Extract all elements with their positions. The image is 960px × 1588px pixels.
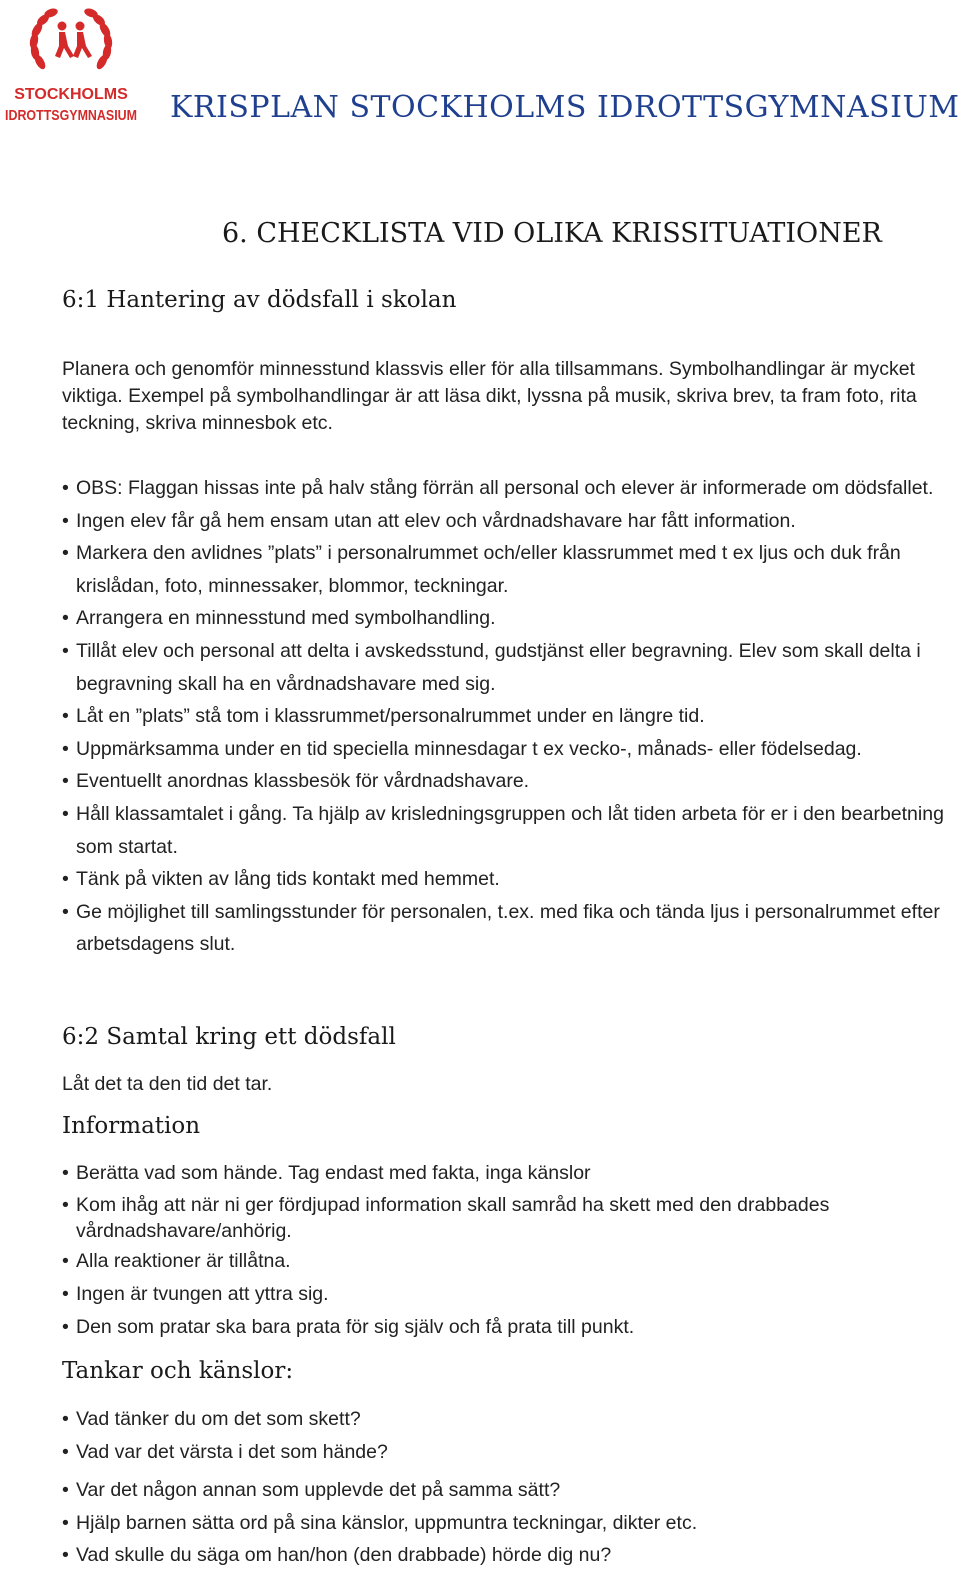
list-item: • Håll klassamtalet i gång. Ta hjälp av krisledningsgruppen och låt tiden arbeta för er i den bearbetning som startat. xyxy=(62,798,954,863)
list-item: • OBS: Flaggan hissas inte på halv stång förrän all personal och elever är informerade om dödsfallet. xyxy=(62,472,954,505)
laurel-right-icon xyxy=(83,7,113,71)
thoughts-feelings-heading: Tankar och känslor: xyxy=(62,1358,294,1384)
list-item: • Vad var det värsta i det som hände? xyxy=(62,1436,954,1469)
subsection-heading-6-1: 6:1 Hantering av dödsfall i skolan xyxy=(62,287,457,313)
subsection-heading-6-2: 6:2 Samtal kring ett dödsfall xyxy=(62,1024,396,1050)
laurel-left-icon xyxy=(29,7,59,71)
list-item: • Tänk på vikten av lång tids kontakt med hemmet. xyxy=(62,863,954,896)
list-item: • Vad skulle du säga om han/hon (den drabbade) hörde dig nu? xyxy=(62,1539,954,1572)
list-item: • Uppmärksamma under en tid speciella minnesdagar t ex vecko-, månads- eller födelsedag. xyxy=(62,733,954,766)
list-item: • Kom ihåg att när ni ger fördjupad information skall samråd ha skett med den drabbades vårdnadshavare/anhörig. xyxy=(62,1192,954,1244)
list-item: • Hjälp barnen sätta ord på sina känslor, uppmuntra teckningar, dikter etc. xyxy=(62,1507,954,1540)
section-title: 6. CHECKLISTA VID OLIKA KRISSITUATIONER xyxy=(222,218,882,249)
list-item: • Eventuellt anordnas klassbesök för vårdnadshavare. xyxy=(62,765,954,798)
information-list xyxy=(62,1159,954,1345)
list-item: • Ingen är tvungen att yttra sig. xyxy=(62,1280,954,1309)
list-item: • Markera den avlidnes ”plats” i personalrummet och/eller klassrummet med t ex ljus och duk från krislådan, foto, minnessaker, blommor, teckningar. xyxy=(62,537,954,602)
list-item: • Tillåt elev och personal att delta i avskedsstund, gudstjänst eller begravning. Elev som skall delta i begravning skall ha en vårdnadshavare med sig. xyxy=(62,635,954,700)
runners-icon xyxy=(55,22,92,59)
list-item: • Alla reaktioner är tillåtna. xyxy=(62,1247,954,1276)
list-item: • Berätta vad som hände. Tag endast med fakta, inga känslor xyxy=(62,1159,954,1188)
list-item: • Låt en ”plats” stå tom i klassrummet/personalrummet under en längre tid. xyxy=(62,700,954,733)
logo-text-line2: IDROTTSGYMNASIUM xyxy=(5,107,137,124)
logo-text-line1: STOCKHOLMS xyxy=(14,86,128,103)
list-item: • Ingen elev får gå hem ensam utan att elev och vårdnadshavare har fått information. xyxy=(62,505,954,538)
conversation-intro: Låt det ta den tid det tar. xyxy=(62,1073,273,1095)
list-item: • Arrangera en minnesstund med symbolhandling. xyxy=(62,602,954,635)
list-item: • Ge möjlighet till samlingsstunder för personalen, t.ex. med fika och tända ljus i personalrummet efter arbetsdagens slut. xyxy=(62,896,954,961)
list-item: • Var det någon annan som upplevde det på samma sätt? xyxy=(62,1474,954,1507)
document-title: KRISPLAN STOCKHOLMS IDROTTSGYMNASIUM xyxy=(170,90,960,125)
list-item: • Den som pratar ska bara prata för sig själv och få prata till punkt. xyxy=(62,1313,954,1342)
intro-paragraph: Planera och genomför minnesstund klassvis eller för alla tillsammans. Symbolhandlingar är mycket viktiga. Exempel på symbolhandlingar är att läsa dikt, lyssna på musik, skriva brev, ta fram foto, rita teckning, skriva minnesbok etc. xyxy=(62,358,917,434)
thoughts-feelings-list xyxy=(62,1403,954,1572)
list-item: • Vad tänker du om det som skett? xyxy=(62,1403,954,1436)
checklist-death-at-school xyxy=(62,472,954,961)
school-logo xyxy=(2,2,140,126)
information-heading: Information xyxy=(62,1113,201,1139)
